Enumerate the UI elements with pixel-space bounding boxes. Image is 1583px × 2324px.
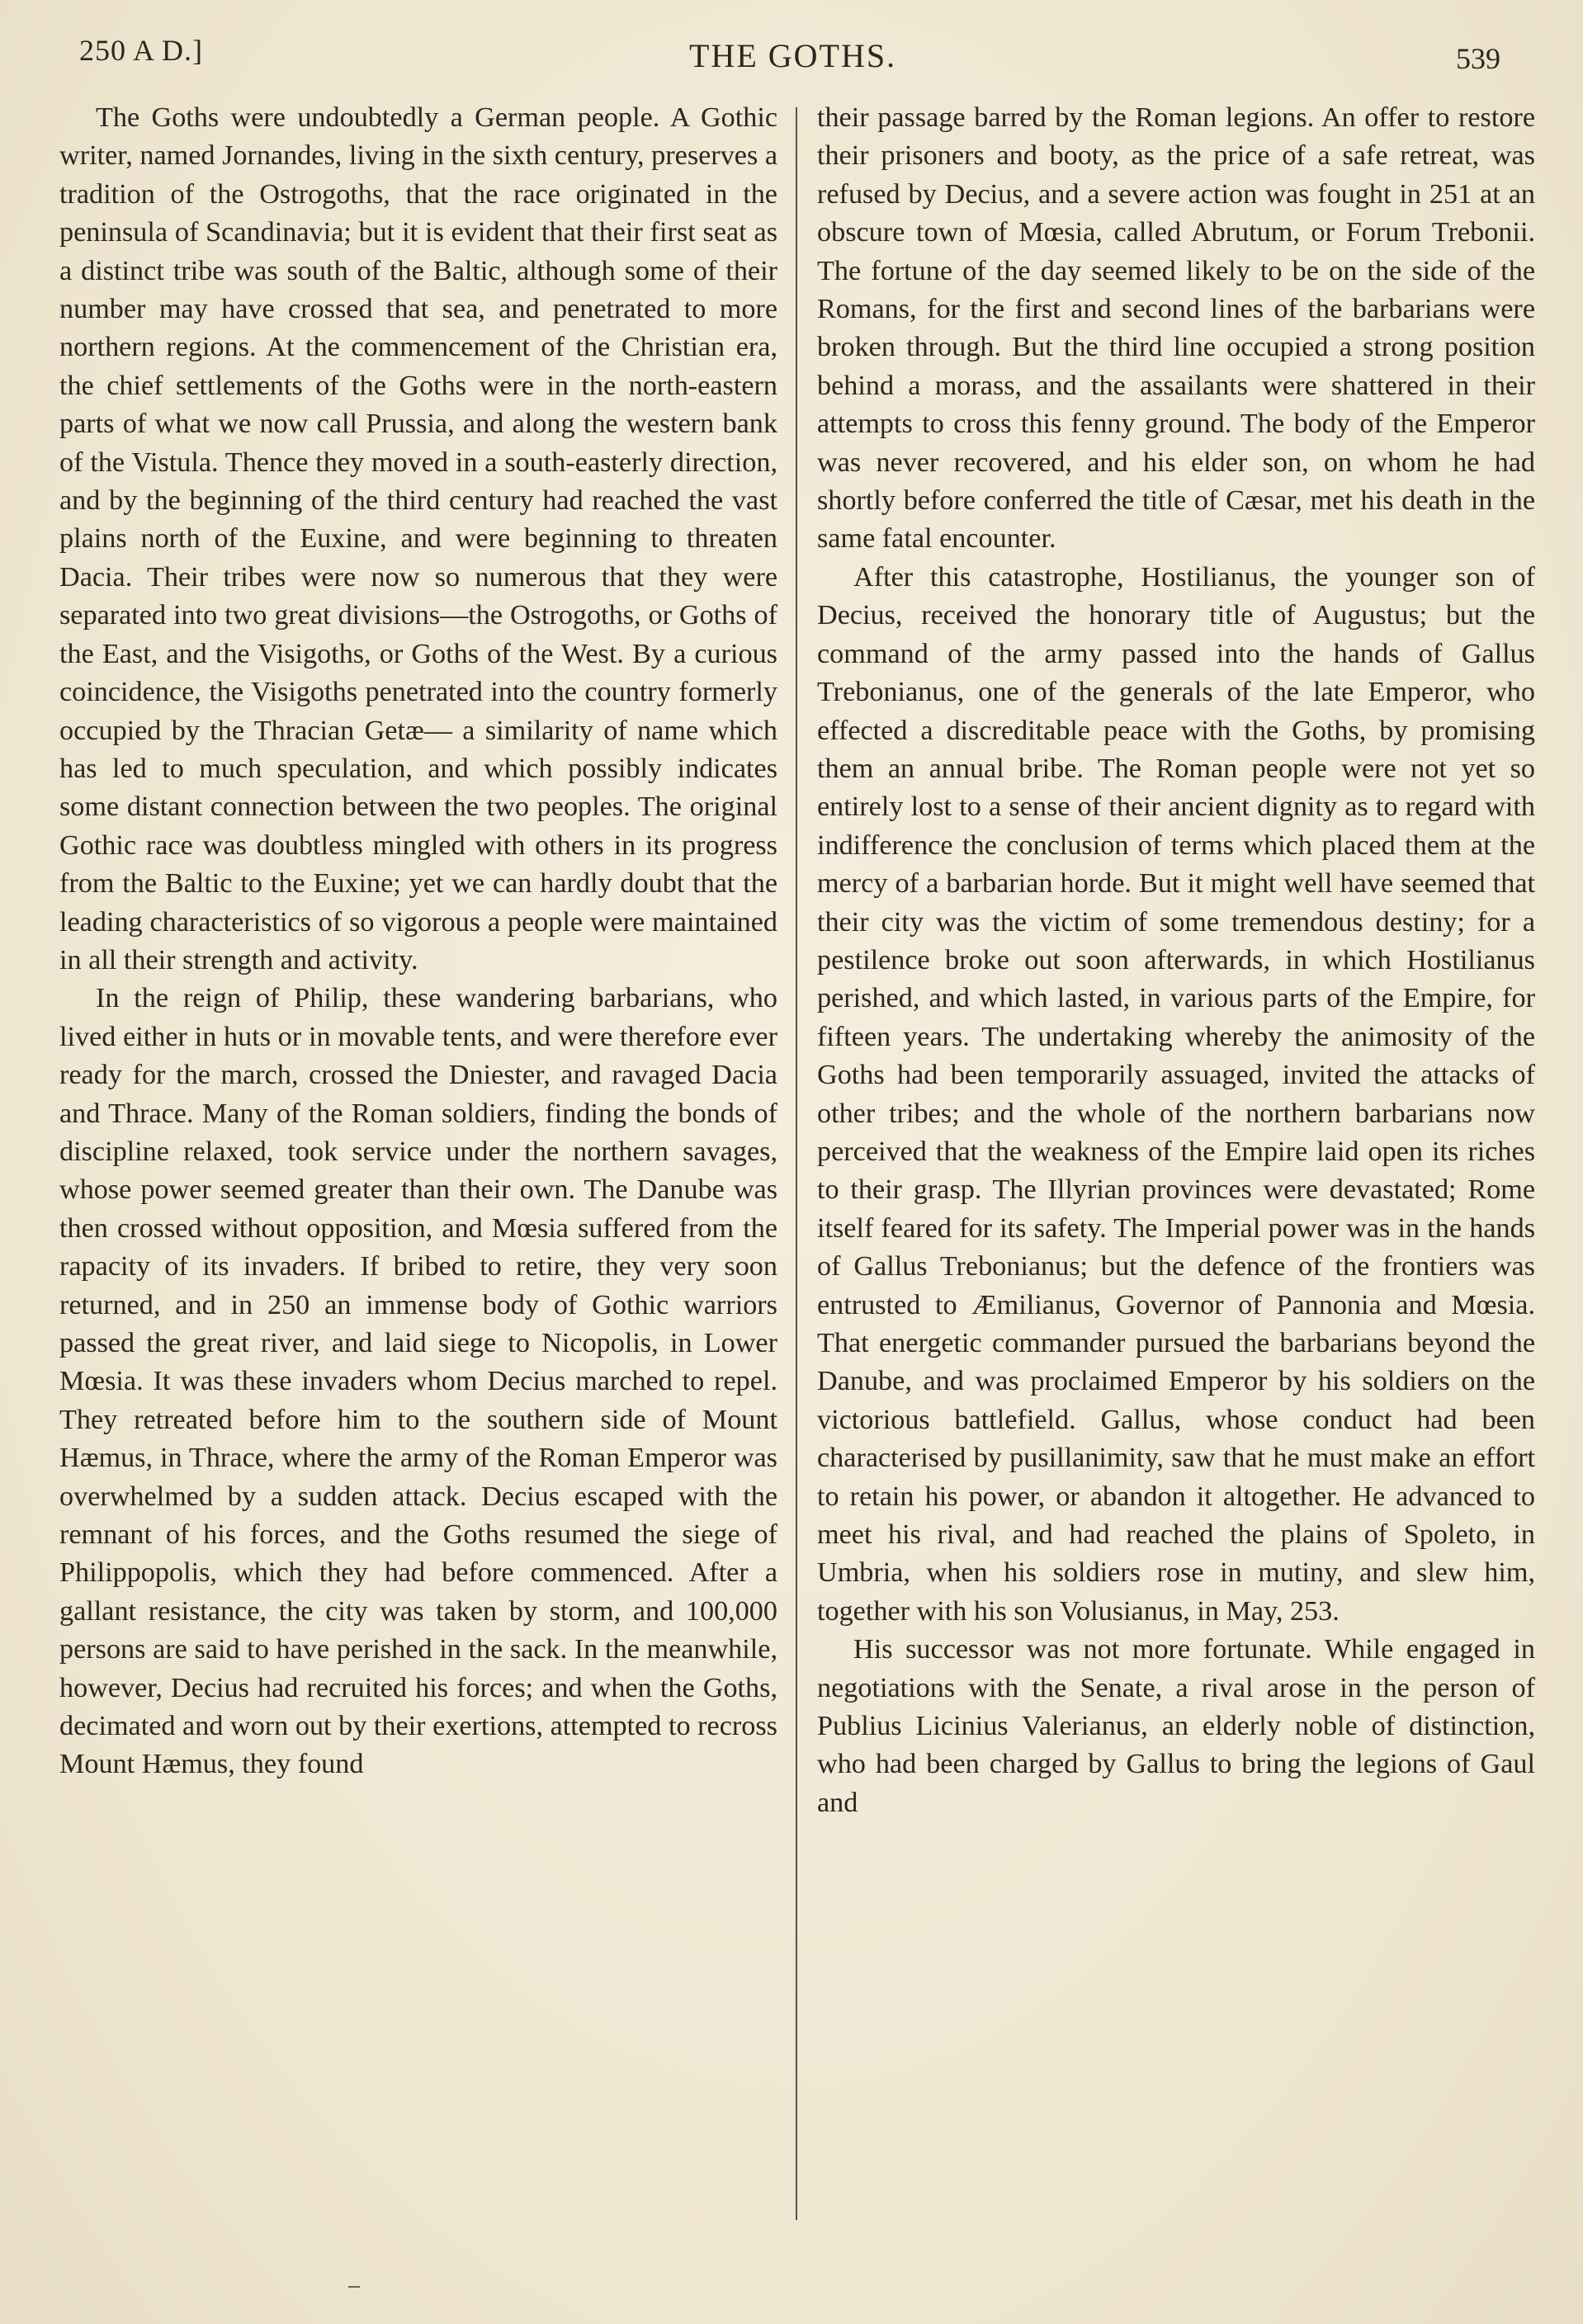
page-number: 539 — [1456, 42, 1500, 75]
page-header — [0, 30, 1583, 79]
column-divider — [796, 107, 797, 2220]
running-head-date: 250 A D.] — [79, 34, 204, 67]
paragraph-reign-of-philip: In the reign of Philip, these wandering barbarians, who lived either in huts or in movable tents, and were therefore ever ready for the march, crossed the Dniester, and ravaged Dacia and Thrace. Many of the Roman soldiers, finding the bonds of discipline relaxed, took service under the northern savages, whose power seemed greater than their own. The Danube was then crossed without opposition, and Mœsia suffered from the rapacity of its invaders. If bribed to retire, they very soon returned, and in 250 an immense body of Gothic warriors passed the great river, and laid siege to Nicopolis, in Lower Mœsia. It was these invaders whom Decius marched to repel. They retreated before him to the southern side of Mount Hæmus, in Thrace, where the army of the Roman Emperor was overwhelmed by a sudden attack. Decius escaped with the remnant of his forces, and the Goths resumed the siege of Philippopolis, which they had before commenced. After a gallant resistance, the city was taken by storm, and 100,000 persons are said to have perished in the sack. In the meanwhile, however, Decius had recruited his forces; and when the Goths, decimated and worn out by their exertions, attempted to recross Mount Hæmus, they found — [59, 983, 777, 1780]
left-column — [59, 99, 777, 2270]
footer-mark — [348, 2286, 360, 2288]
paragraph-passage-barred: their passage barred by the Roman legions. An offer to restore their prisoners and booty, as the price of a safe retreat, was refused by Decius, and a severe action was fought in 251 at an obscure town of Mœsia, called Abrutum, or Forum Trebonii. The fortune of the day seemed likely to be on the side of the Romans, for the first and second lines of the barbarians were broken through. But the third line occupied a strong position behind a morass, and the assailants were shattered in their attempts to cross this fenny ground. The body of the Emperor was never recovered, and his elder son, on whom he had shortly before conferred the title of Cæsar, met his death in the same fatal encounter. — [817, 102, 1535, 555]
page-title: THE GOTHS. — [689, 37, 897, 74]
paragraph-goths-origin: The Goths were undoubtedly a German people. A Gothic writer, named Jornandes, living in the sixth century, preserves a tradition of the Ostrogoths, that the race originated in the peninsula of Scandinavia; but it is evident that their first seat as a distinct tribe was south of the Baltic, although some of their number may have crossed that sea, and penetrated to more northern regions. At the commencement of the Christian era, the chief settlements of the Goths were in the north-eastern parts of what we now call Prussia, and along the western bank of the Vistula. Thence they moved in a south-easterly direction, and by the beginning of the third century had reached the vast plains north of the Euxine, and were beginning to threaten Dacia. Their tribes were now so numerous that they were separated into two great divisions—the Ostrogoths, or Goths of the East, and the Visigoths, or Goths of the West. By a curious coincidence, the Visigoths penetrated into the country formerly occupied by the Thracian Getæ— a similarity of name which has led to much speculation, and which possibly indicates some distant connection between the two peoples. The original Gothic race was doubtless mingled with others in its progress from the Baltic to the Euxine; yet we can hardly doubt that the leading characteristics of so vigorous a people were maintained in all their strength and activity. — [59, 102, 777, 975]
right-column — [817, 99, 1535, 2270]
paragraph-after-catastrophe: After this catastrophe, Hostilianus, the younger son of Decius, received the honorary title of Augustus; but the command of the army passed into the hands of Gallus Trebonianus, one of the generals of the late Emperor, who effected a discreditable peace with the Goths, by promising them an annual bribe. The Roman people were not yet so entirely lost to a sense of their ancient dignity as to regard with indifference the conclusion of terms which placed them at the mercy of a barbarian horde. But it might well have seemed that their city was the victim of some tremendous destiny; for a pestilence broke out soon afterwards, in which Hostilianus perished, and which lasted, in various parts of the Empire, for fifteen years. The undertaking whereby the animosity of the Goths had been temporarily assuaged, invited the attacks of other tribes; and the whole of the northern barbarians now perceived that the weakness of the Empire laid open its riches to their grasp. The Illyrian provinces were devastated; Rome itself feared for its safety. The Imperial power was in the hands of Gallus Trebonianus; but the defence of the frontiers was entrusted to Æmilianus, Governor of Pannonia and Mœsia. That energetic commander pursued the barbarians beyond the Danube, and was proclaimed Emperor by his soldiers on the victorious battlefield. Gallus, whose conduct had been characterised by pusillanimity, saw that he must make an effort to retain his power, or abandon it altogether. He advanced to meet his rival, and had reached the plains of Spoleto, in Umbria, when his soldiers rose in mutiny, and slew him, together with his son Volusianus, in May, 253. — [817, 561, 1535, 1627]
paragraph-successor: His successor was not more fortunate. While engaged in negotiations with the Senate, a rival arose in the person of Publius Licinius Valerianus, an elderly noble of distinction, who had been charged by Gallus to bring the legions of Gaul and — [817, 1634, 1535, 1818]
